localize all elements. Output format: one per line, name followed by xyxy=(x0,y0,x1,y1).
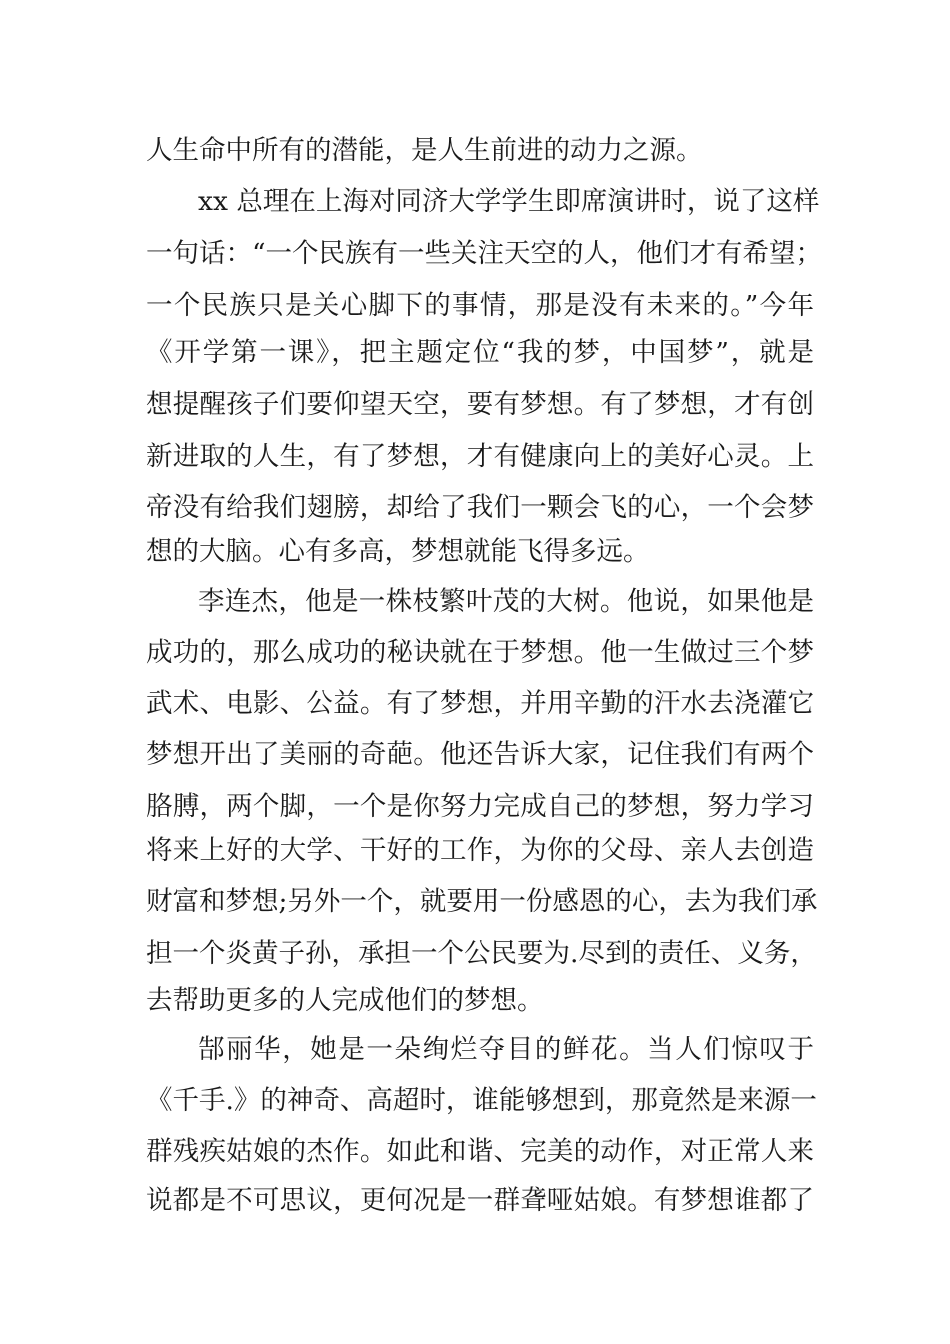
text-line: 梦想开出了美丽的奇葩。他还告诉大家，记住我们有两个 xyxy=(146,739,814,770)
text-line: 新进取的人生，有了梦想，才有健康向上的美好心灵。上 xyxy=(146,441,814,472)
text-line: 将来上好的大学、干好的工作，为你的父母、亲人去创造 xyxy=(146,835,814,866)
text-line: 去帮助更多的人完成他们的梦想。 xyxy=(146,985,544,1016)
paragraph-first-line: 郜丽华，她是一朵绚烂夺目的鲜花。当人们惊叹于 xyxy=(198,1034,814,1065)
text-line: 武术、电影、公益。有了梦想，并用辛勤的汗水去浇灌它 xyxy=(146,688,814,719)
text-line: 一句话：“一个民族有一些关注天空的人，他们才有希望； xyxy=(146,238,823,269)
paragraph-first-line: 李连杰，他是一株枝繁叶茂的大树。他说，如果他是 xyxy=(198,586,814,617)
text-line: 说都是不可思议，更何况是一群聋哑姑娘。有梦想谁都了 xyxy=(146,1185,814,1216)
text-line: 一个民族只是关心脚下的事情，那是没有未来的。”今年 xyxy=(146,290,814,321)
paragraph-first-line: xx 总理在上海对同济大学学生即席演讲时，说了这样 xyxy=(198,186,820,217)
text-line: 胳膊，两个脚，一个是你努力完成自己的梦想，努力学习 xyxy=(146,791,814,822)
text-line: 帝没有给我们翅膀，却给了我们一颗会飞的心，一个会梦 xyxy=(146,492,814,523)
text-line: 想提醒孩子们要仰望天空，要有梦想。有了梦想，才有创 xyxy=(146,389,814,420)
text-line: 人生命中所有的潜能，是人生前进的动力之源。 xyxy=(146,135,703,166)
text-line: 群残疾姑娘的杰作。如此和谐、完美的动作，对正常人来 xyxy=(146,1136,814,1167)
text-line: 成功的，那么成功的秘诀就在于梦想。他一生做过三个梦 xyxy=(146,637,814,668)
text-line: 《开学第一课》，把主题定位“我的梦，中国梦”，就是 xyxy=(146,337,814,368)
text-line: 想的大脑。心有多高，梦想就能飞得多远。 xyxy=(146,536,650,567)
text-line: 《千手.》的神奇、高超时，谁能够想到，那竟然是来源一 xyxy=(146,1085,817,1116)
text-line: 担一个炎黄子孙，承担一个公民要为.尽到的责任、义务， xyxy=(146,938,817,969)
text-line: 财富和梦想;另外一个，就要用一份感恩的心，去为我们承 xyxy=(146,886,818,917)
